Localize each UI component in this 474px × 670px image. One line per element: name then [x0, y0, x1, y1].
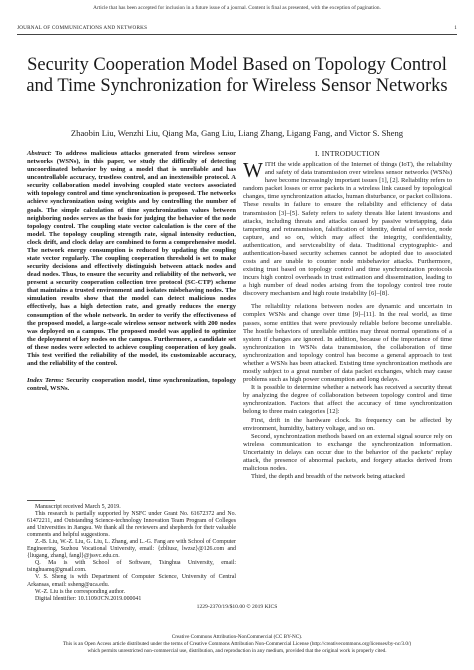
paper-title: Security Cooperation Model Based on Topology Control and Time Synchronization for Wireless Sensor Networks	[26, 55, 448, 96]
footnote-doi: Digital Identifier: 10.1109/JCN.2019.000041	[35, 595, 142, 602]
copyright-code: 1229-2370/19/$10.00 © 2019 KICS	[196, 604, 278, 610]
header-rule	[17, 34, 457, 35]
license-line-1: Creative Commons Attribution-NonCommercial (CC BY-NC).	[171, 634, 303, 640]
intro-paragraph-5: Second, synchronization methods based on an external signal source rely on wireless communication to exchange the synchronization information. Uncertainty in delays can occur due to the behavior of the packets’ replay attack, the presence of abnormal packets, and forgery attacks derived from malicious nodes.	[243, 432, 452, 472]
footnote-affiliation-2: Q. Ma is with School of Software, Tsinghua University, email: tsinghuamq@gmail.com.	[27, 560, 236, 574]
left-column	[27, 150, 236, 393]
index-terms	[27, 377, 236, 393]
index-terms-text: Security cooperation model, time synchronization, topology control, WSNs.	[27, 377, 237, 393]
license-line-2: This is an Open Access article distributed under the terms of Creative Commons Attribution Non-Commercial License (http://creativecommons.org/licenses/by-nc/3.0/)	[62, 641, 412, 647]
intro-paragraph-1	[243, 158, 452, 298]
footnote-rule	[27, 500, 55, 501]
footnote-affiliation-3: V. S. Sheng is with Department of Computer Science, University of Central Arkansas, email: ssheng@uca.edu.	[27, 574, 236, 588]
right-column	[243, 150, 452, 481]
footnote-corresponding: W.-Z. Liu is the corresponding author.	[35, 588, 126, 595]
drop-cap: W	[243, 158, 263, 183]
page-number: 1	[454, 25, 457, 31]
author-list: Zhaobin Liu, Wenzhi Liu, Qiang Ma, Gang Liu, Liang Zhang, Ligang Fang, and Victor S. Sheng	[70, 128, 404, 138]
intro-paragraph-3: It is possible to determine whether a network has received a security threat by analyzing the degree of collaboration between topology control and time synchronization. Factors that affect the accuracy of time synchronization belong to three main categories [12]:	[243, 384, 452, 416]
footnote-received: Manuscript received March 5, 2019.	[35, 504, 121, 510]
abstract-label: Abstract:	[27, 150, 52, 157]
footnote-affiliation-1: Z.-B. Liu, W.-Z. Liu, G. Liu, L. Zhang, and L.-G. Fang are with School of Computer Engineering, Suzhou Vocational University, email: {zbliusz, lwzsz}@126.com and {liugang, zhangl, fangl}@jssvc.edu.cn.	[27, 539, 236, 560]
journal-name: JOURNAL OF COMMUNICATIONS AND NETWORKS	[17, 25, 148, 31]
section-heading: I. INTRODUCTION	[315, 149, 380, 158]
intro-paragraph-2: The reliability relations between nodes are dynamic and uncertain in complex WSNs and change over time [9]–[11]. In the real world, as time passes, some entities that were previously reliable before become unreliable. The hostile behaviors of unreliable entities may threat normal operations of a system if changes are ignored. In addition, because of the importance of time synchronization in WSNs data transmission, the collaboration of time synchronization and topology control has become a general approach to test whether a WSNs has been attacked. Existing time synchronization methods are mostly subject to a great number of data packet exchanges, which may cause problems such as high power consumption and long delays.	[243, 303, 452, 384]
intro-paragraph-1-text: ITH the wide application of the Internet of things (IoT), the reliability and safety of data transmission over wireless sensor networks (WSNs) have become increasingly important issues [1], [2]. Reliability refers to random packet losses or error packets in a wireless link caused by topological changes, time synchronization attacks, human disturbance, or packet collisions. These results in failure to ensure the reliability and efficiency of data transmission [3]–[5]. Safety refers to safety threats like latent invasions and attacks, including threats and attacks caused by passive wiretapping, data tampering and retransmission, falsification of identity, denial of service, node capture, and so on, which may affect the integrity, confidentiality, authentication, and serviceability of data. Traditional cryptographic- and authentication-based security schemes cannot be adopted due to associated costs and are unable to counter node misbehavior attacks. Furthermore, existing trust based on topology control and time synchronization protocols incurs high control overheads in trust estimation and dissemination, leading to a high number of dead nodes arising from the topology control tree route discovery mechanism and high route instability [6]–[8].	[243, 161, 452, 298]
license-line-3: which permits unrestricted non-commercial use, distribution, and reproduction in any medium, provided that the original work is properly cited.	[87, 648, 387, 654]
acceptance-notice: Article that has been accepted for inclusion in a future issue of a journal. Content is final as presented, with the exception of pagination.	[93, 5, 381, 11]
abstract	[27, 150, 236, 368]
intro-paragraph-6: Third, the depth and breadth of the network being attacked	[251, 473, 405, 481]
running-head	[17, 25, 457, 31]
index-terms-label: Index Terms:	[27, 377, 64, 385]
abstract-text: To address malicious attacks generated from wireless sensor networks (WSNs), in this paper, we study the difficulty of detecting uncoordinated behavior by using a model that is unreliable and has uncontrollable accuracy, trustless control, and an inextensible protocol. A security collaboration model involving coupled state vectors associated with topology control and time synchronization is proposed. The networks achieve synchronization using weights and by controlling the number of goals. The simple calculation of time synchronization values between neighboring nodes serves as the basis for judging the behavior of the node topology control. The coupling state vector calculation is the core of the model. The topology coupling strength rate, signal intensity reduction, clock drift, and clock delay are combined to form a comprehensive model. The network energy consumption is reduced by updating the coupling state vector regularly. The coupling cooperation threshold is set to make security decisions and effectively distinguish between attack nodes and dead nodes. Thus, to ensure the security and reliability of the network, we present a security cooperation collection tree protocol (SC-CTP) scheme that maintains a trusted environment and isolates misbehaving nodes. The simulation results show that the model can detect malicious nodes effectively, has a high detection rate, and greatly reduces the energy consumption of the whole network. In order to verify the effectiveness of the proposed model, a large-scale wireless sensor network with 200 nodes was deployed on a campus. The proposed model was applied to optimize the deployment of key nodes on the campus. Furthermore, a candidate set of these nodes were selected to achieve coupling cooperation of key goals. This test verified the reliability of the model, its customizable accuracy, and the reliability of the control.	[27, 150, 236, 368]
footnote-funding: This research is partially supported by NSFC under Grant No. 61672372 and No. 61472211, and Outstanding Science-technology Innovation Team Program of Colleges and Universities in Jiangsu. We thank all the reviewers and shepherds for their valuable comments and helpful suggestions.	[27, 511, 236, 539]
footnotes	[27, 500, 236, 603]
intro-paragraph-4: First, drift in the hardware clock. Its frequency can be affected by environment, humidity, battery voltage, and so on.	[243, 416, 452, 432]
